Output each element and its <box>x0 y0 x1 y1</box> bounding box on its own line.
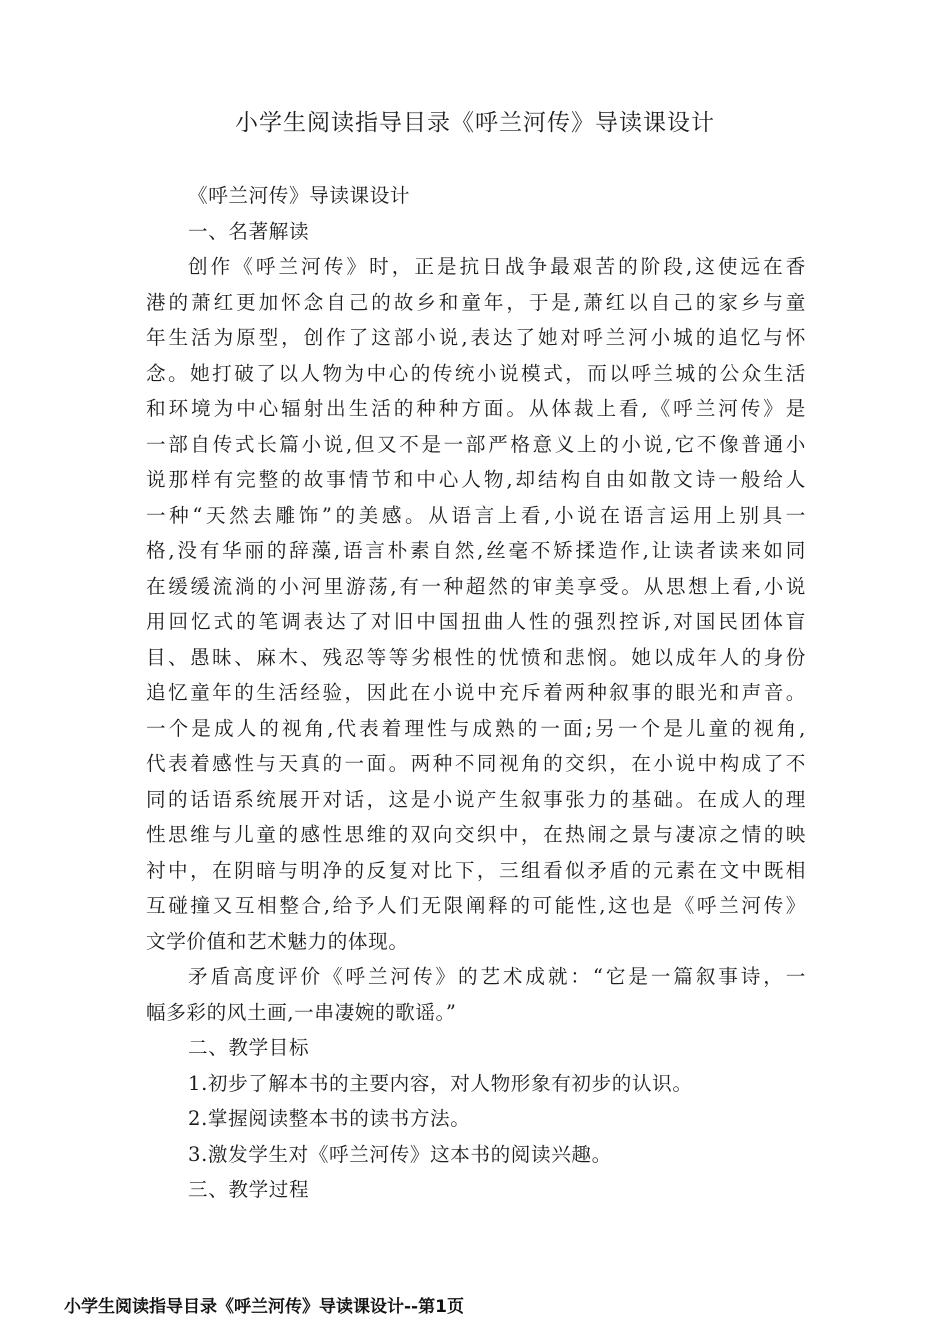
paragraph-line: 港的萧红更加怀念自己的故乡和童年，于是,萧红以自己的家乡与童 <box>146 290 806 314</box>
document-body <box>146 178 806 1208</box>
section-heading-3: 三、教学过程 <box>188 1178 310 1201</box>
goal-item: 1.初步了解本书的主要内容，对人物形象有初步的认识。 <box>188 1071 693 1095</box>
paragraph-line: 创作《呼兰河传》时，正是抗日战争最艰苦的阶段,这使远在香 <box>188 255 806 278</box>
section-heading-1: 一、名著解读 <box>188 219 310 243</box>
paragraph-line: 一个是成人的视角,代表着理性与成熟的一面;另一个是儿童的视角, <box>146 716 806 740</box>
paragraph-line: 衬中，在阴暗与明净的反复对比下，三组看似矛盾的元素在文中既相 <box>146 858 806 882</box>
paragraph-line: 年生活为原型，创作了这部小说,表达了她对呼兰河小城的追忆与怀 <box>146 326 806 349</box>
paragraph-line: 目、愚昧、麻木、残忍等等劣根性的忧愤和悲悯。她以成年人的身份 <box>146 645 806 669</box>
paragraph-line: 说那样有完整的故事情节和中心人物,却结构自由如散文诗一般给人 <box>146 468 806 491</box>
subtitle: 《呼兰河传》导读课设计 <box>188 184 411 207</box>
paragraph-line: 矛盾高度评价《呼兰河传》的艺术成就：“它是一篇叙事诗，一 <box>188 965 806 988</box>
paragraph-line: 一种“天然去雕饰”的美感。从语言上看,小说在语言运用上别具一 <box>146 503 806 527</box>
paragraph-interpretation <box>146 249 806 959</box>
paragraph-line: 在缓缓流淌的小河里游荡,有一种超然的审美享受。从思想上看,小说 <box>146 574 806 598</box>
page-footer: 小学生阅读指导目录《呼兰河传》导读课设计--第1页 <box>64 1297 464 1317</box>
paragraph-line: 文学价值和艺术魅力的体现。 <box>146 929 409 953</box>
paragraph-line: 一部自传式长篇小说,但又不是一部严格意义上的小说,它不像普通小 <box>146 432 806 456</box>
paragraph-line: 代表着感性与天真的一面。两种不同视角的交织，在小说中构成了不 <box>146 752 806 775</box>
paragraph-line: 互碰撞又互相整合,给予人们无限阐释的可能性,这也是《呼兰河传》 <box>146 894 806 917</box>
paragraph-line: 性思维与儿童的感性思维的双向交织中，在热闹之景与凄凉之情的映 <box>146 823 806 846</box>
paragraph-line: 幅多彩的风土画,一串凄婉的歌谣。” <box>146 1000 457 1024</box>
paragraph-line: 用回忆式的笔调表达了对旧中国扭曲人性的强烈控诉,对国民团体盲 <box>146 610 806 633</box>
goal-item: 2.掌握阅读整本书的读书方法。 <box>188 1107 471 1130</box>
document-title: 小学生阅读指导目录《呼兰河传》导读课设计 <box>235 110 715 136</box>
paragraph-line: 格,没有华丽的辞藻,语言朴素自然,丝毫不矫揉造作,让读者读来如同 <box>146 539 806 562</box>
paragraph-line: 同的话语系统展开对话，这是小说产生叙事张力的基础。在成人的理 <box>146 787 806 811</box>
paragraph-line: 念。她打破了以人物为中心的传统小说模式，而以呼兰城的公众生活 <box>146 361 806 385</box>
goal-item: 3.激发学生对《呼兰河传》这本书的阅读兴趣。 <box>188 1142 612 1166</box>
section-heading-2: 二、教学目标 <box>188 1036 310 1059</box>
paragraph-quote <box>146 959 806 1030</box>
paragraph-line: 追忆童年的生活经验，因此在小说中充斥着两种叙事的眼光和声音。 <box>146 681 806 704</box>
paragraph-line: 和环境为中心辐射出生活的种种方面。从体裁上看,《呼兰河传》是 <box>146 397 806 420</box>
